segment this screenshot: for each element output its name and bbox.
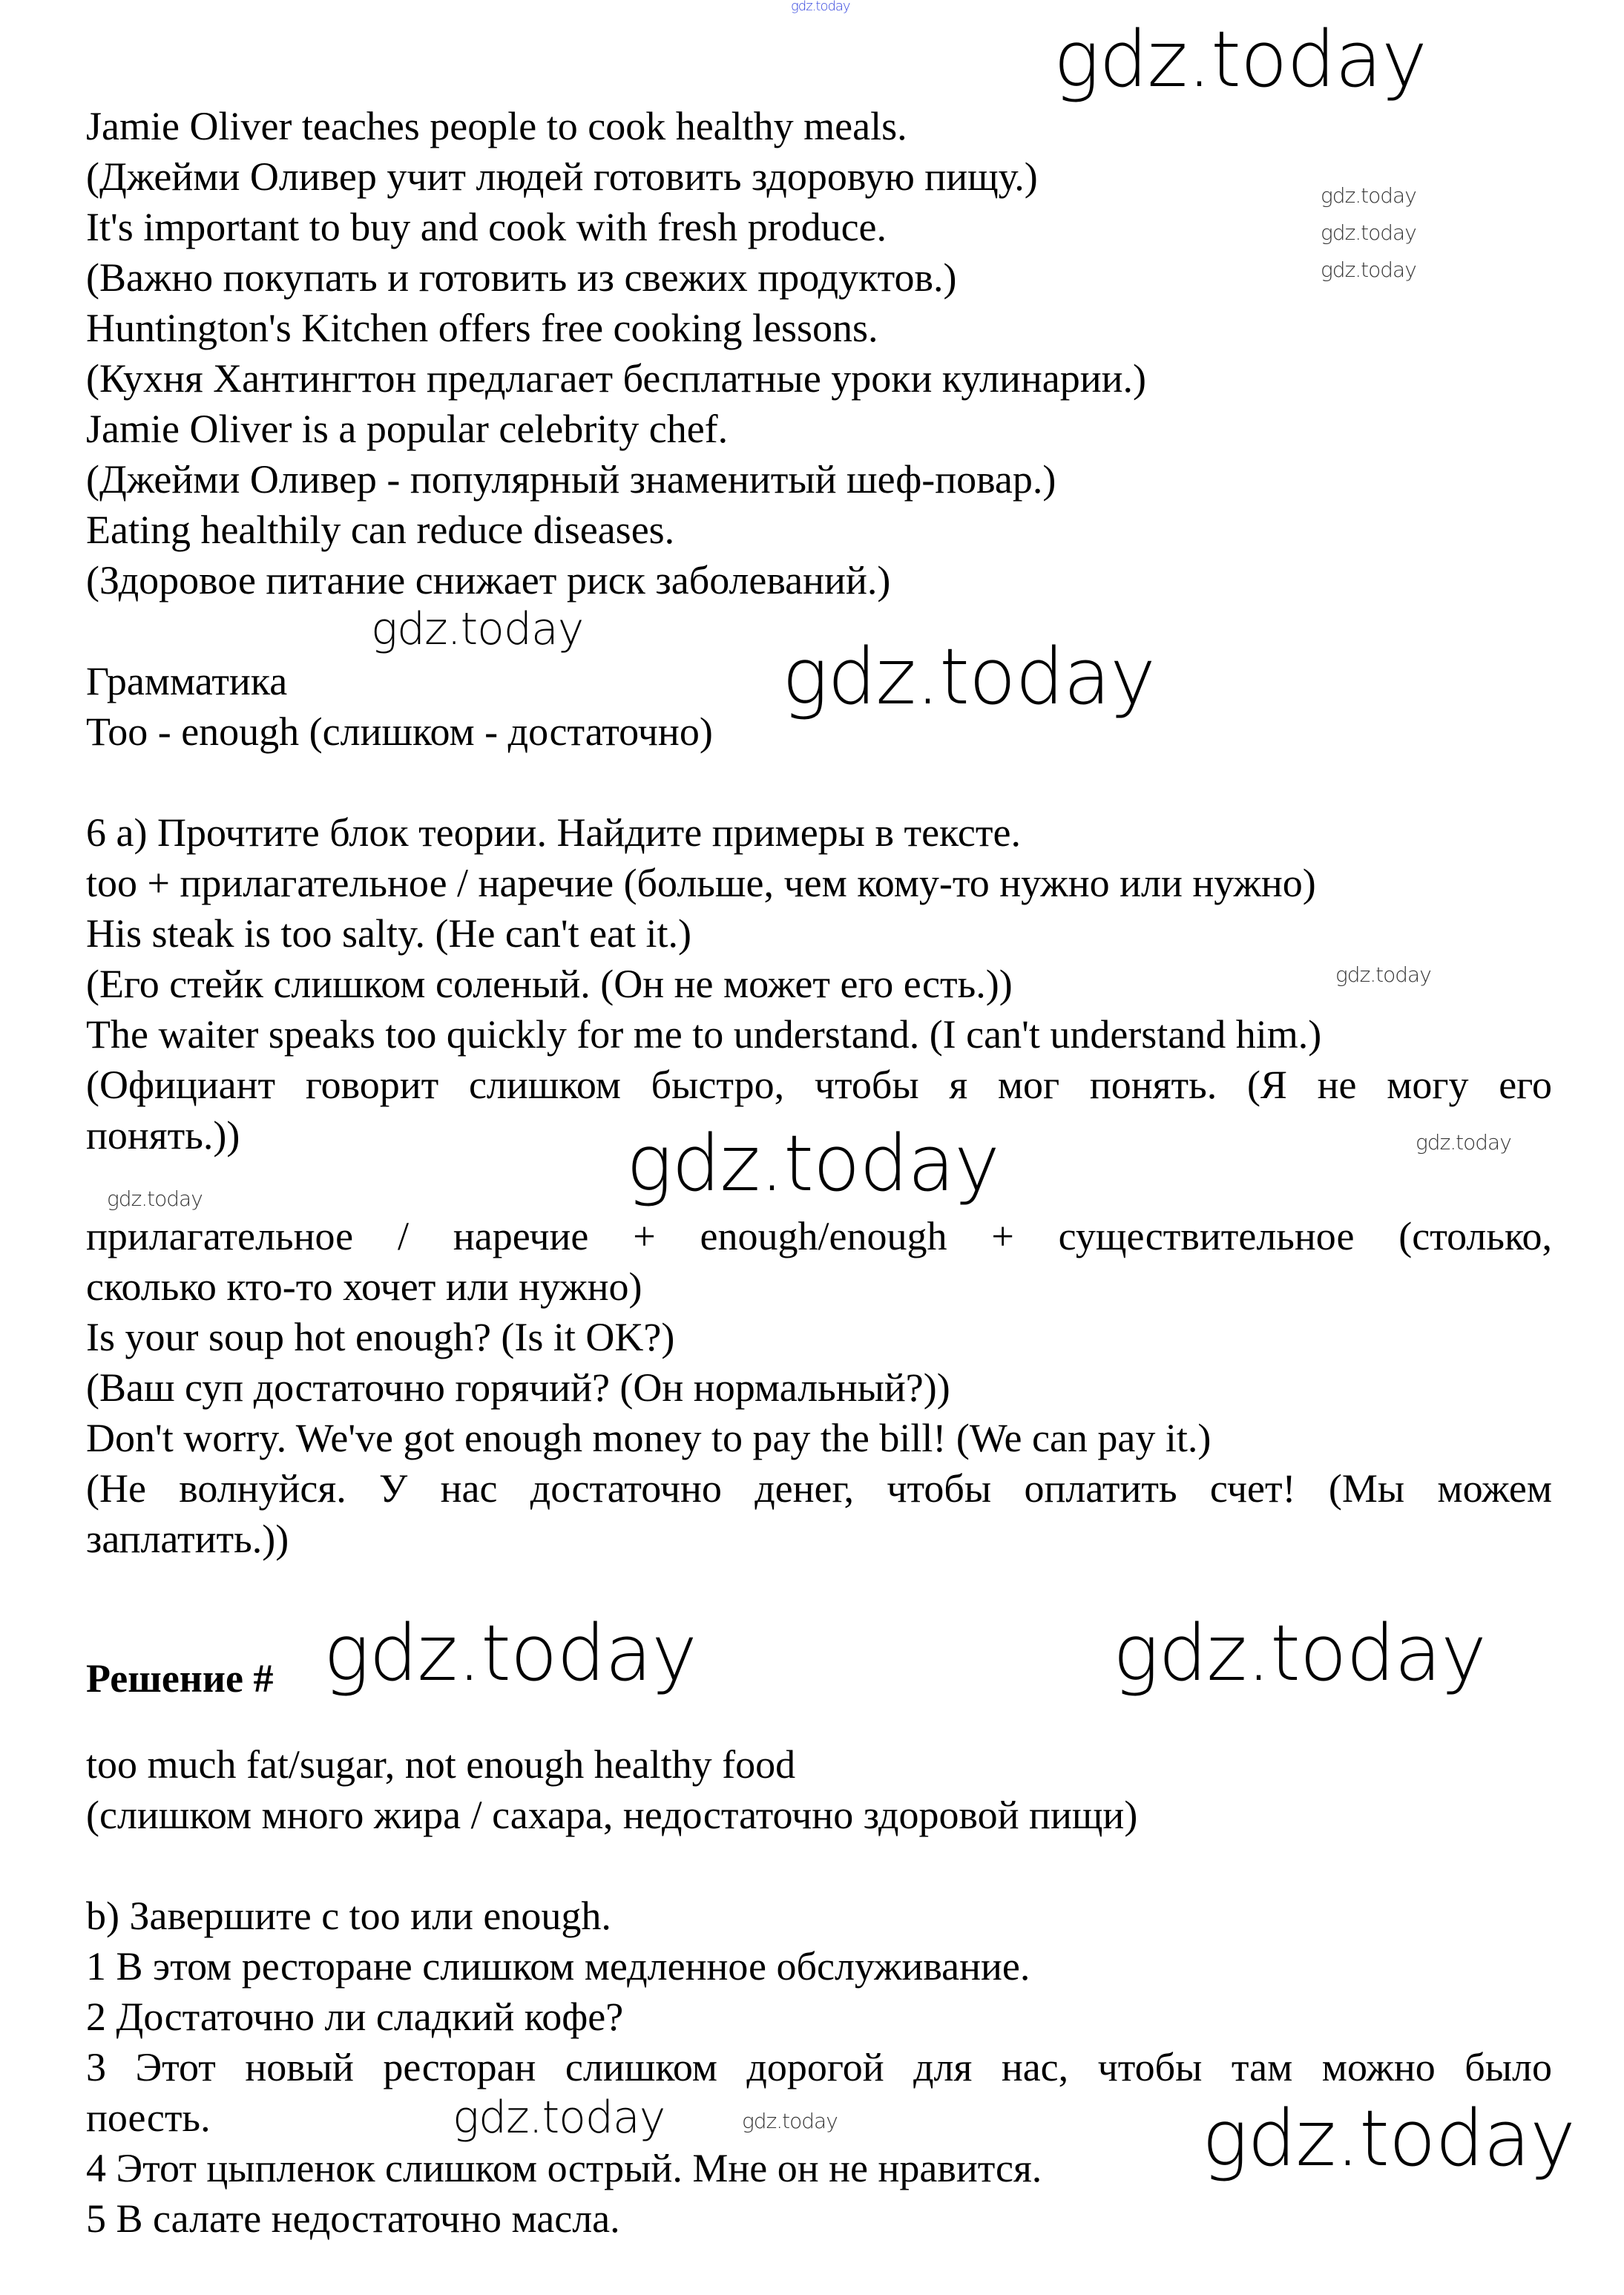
- text-line: too much fat/sugar, not enough healthy food: [86, 1742, 796, 1787]
- text-line: b) Завершите с too или enough.: [86, 1894, 611, 1938]
- watermark-logo: gdz.today: [1416, 1130, 1511, 1155]
- watermark-logo: gdz.today: [1321, 220, 1416, 245]
- watermark-logo: gdz.today: [107, 1186, 203, 1211]
- watermark-logo: gdz.today: [453, 2092, 665, 2144]
- text-line: too + прилагательное / наречие (больше, чем кому-то нужно или нужно): [86, 861, 1316, 905]
- text-line: Huntington's Kitchen offers free cooking lessons.: [86, 306, 878, 350]
- watermark-logo: gdz.today: [1053, 14, 1427, 105]
- text-line: 6 a) Прочтите блок теории. Найдите примеры в тексте.: [86, 810, 1021, 855]
- text-line: 3 Этот новый ресторан слишком дорогой для нас, чтобы там можно было: [86, 2045, 1552, 2089]
- text-line: 2 Достаточно ли сладкий кофе?: [86, 1994, 624, 2039]
- watermark-logo: gdz.today: [626, 1118, 999, 1209]
- section-heading: Грамматика: [86, 659, 288, 703]
- text-line: (слишком много жира / сахара, недостаточно здоровой пищи): [86, 1793, 1138, 1837]
- solution-heading: Решение #: [86, 1656, 274, 1701]
- text-line: понять.)): [86, 1113, 240, 1158]
- text-line: The waiter speaks too quickly for me to understand. (I can't understand him.): [86, 1012, 1322, 1057]
- text-line: Jamie Oliver is a popular celebrity chef.: [86, 407, 729, 451]
- watermark-logo: gdz.today: [371, 603, 584, 655]
- text-line: сколько кто-то хочет или нужно): [86, 1264, 642, 1309]
- text-line: Is your soup hot enough? (Is it OK?): [86, 1315, 675, 1359]
- text-line: прилагательное / наречие + enough/enough + существительное (столько,: [86, 1214, 1552, 1258]
- text-line: (Официант говорит слишком быстро, чтобы я мог понять. (Я не могу его: [86, 1063, 1552, 1107]
- watermark-logo: gdz.today: [791, 0, 850, 14]
- text-line: 5 В салате недостаточно масла.: [86, 2196, 620, 2241]
- text-line: 4 Этот цыпленок слишком острый. Мне он не нравится.: [86, 2146, 1042, 2190]
- text-line: (Джейми Оливер - популярный знаменитый шеф-повар.): [86, 457, 1056, 502]
- watermark-logo: gdz.today: [1113, 1608, 1486, 1698]
- text-line: (Джейми Оливер учит людей готовить здоровую пищу.): [86, 154, 1038, 199]
- text-line: 1 В этом ресторане слишком медленное обслуживание.: [86, 1944, 1030, 1989]
- watermark-logo: gdz.today: [742, 2109, 838, 2133]
- text-line: (Ваш суп достаточно горячий? (Он нормальный?)): [86, 1365, 950, 1410]
- text-line: (Кухня Хантингтон предлагает бесплатные уроки кулинарии.): [86, 356, 1147, 401]
- watermark-logo: gdz.today: [782, 631, 1155, 722]
- watermark-logo: gdz.today: [1321, 257, 1416, 282]
- text-line: (Важно покупать и готовить из свежих продуктов.): [86, 255, 957, 300]
- watermark-logo: gdz.today: [323, 1608, 697, 1698]
- text-line: Don't worry. We've got enough money to pay the bill! (We can pay it.): [86, 1416, 1212, 1460]
- text-line: (Здоровое питание снижает риск заболеваний.): [86, 558, 891, 603]
- watermark-logo: gdz.today: [1335, 962, 1431, 987]
- text-line: It's important to buy and cook with fresh produce.: [86, 205, 887, 249]
- text-line: (Его стейк слишком соленый. (Он не может его есть.)): [86, 962, 1013, 1006]
- text-line: Too - enough (слишком - достаточно): [86, 709, 713, 754]
- text-line: поесть.: [86, 2095, 211, 2140]
- text-line: Eating healthily can reduce diseases.: [86, 508, 675, 552]
- text-line: His steak is too salty. (He can't eat it.): [86, 911, 692, 956]
- text-line: (Не волнуйся. У нас достаточно денег, чтобы оплатить счет! (Мы можем: [86, 1466, 1552, 1511]
- text-line: заплатить.)): [86, 1517, 289, 1561]
- watermark-logo: gdz.today: [1202, 2093, 1575, 2184]
- text-line: Jamie Oliver teaches people to cook healthy meals.: [86, 104, 907, 148]
- watermark-logo: gdz.today: [1321, 183, 1416, 208]
